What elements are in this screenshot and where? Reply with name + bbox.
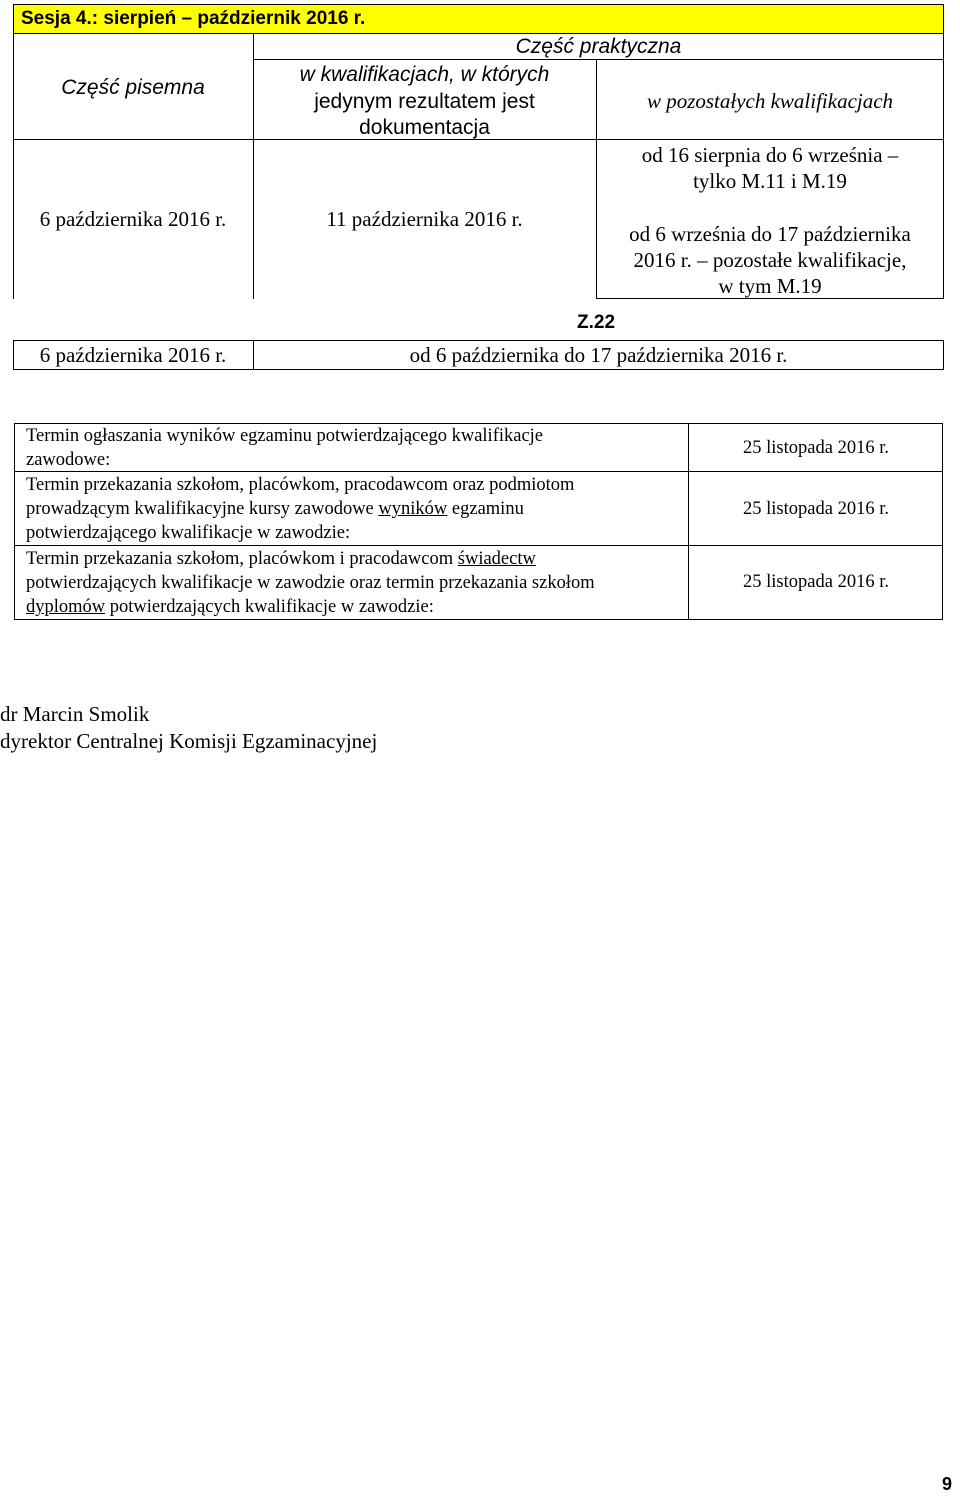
- documentation-exam-date: 11 października 2016 r.: [326, 207, 523, 231]
- results-row-2-text-line-3: potwierdzającego kwalifikacje w zawodzie:: [26, 523, 351, 543]
- signatory-title: dyrektor Centralnej Komisji Egzaminacyjnej: [0, 729, 378, 753]
- results-row-1-date: 25 listopada 2016 r.: [743, 438, 889, 458]
- results-row-3-date: 25 listopada 2016 r.: [743, 572, 889, 592]
- underlined-word-results: wyników: [378, 499, 448, 519]
- documentation-qualifications-label-1: w kwalifikacjach, w których: [299, 63, 550, 86]
- results-row-1-text-line-2: zawodowe:: [26, 450, 111, 470]
- underlined-word-certificates: świadectw: [457, 549, 536, 569]
- other-qualifications-label: w pozostałych kwalifikacjach: [646, 89, 894, 113]
- practical-part-label: Część praktyczna: [515, 35, 682, 58]
- results-row-3-text-line-3: dyplomów potwierdzających kwalifikacje w zawodzie:: [26, 597, 434, 617]
- results-row-2-date: 25 listopada 2016 r.: [743, 499, 889, 519]
- session-header-title: Sesja 4.: sierpień – październik 2016 r.: [21, 8, 366, 29]
- page-number: 9: [942, 1474, 953, 1494]
- z22-label: Z.22: [577, 312, 616, 333]
- other-exam-date-range-2-line-3: w tym M.19: [718, 274, 822, 298]
- other-exam-date-range-1-line-1: od 16 sierpnia do 6 września –: [641, 143, 899, 167]
- results-row-2-text-line-2: prowadzącym kwalifikacyjne kursy zawodowe wyników egzaminu: [26, 499, 524, 519]
- written-part-label: Część pisemna: [61, 76, 205, 99]
- signatory-name: dr Marcin Smolik: [0, 702, 150, 726]
- documentation-qualifications-label-3: dokumentacja: [359, 116, 490, 139]
- other-exam-date-range-2-line-1: od 6 września do 17 października: [629, 222, 911, 246]
- written-exam-date: 6 października 2016 r.: [39, 207, 227, 231]
- results-row-3-text-line-2: potwierdzających kwalifikacje w zawodzie oraz termin przekazania szkołom: [26, 573, 595, 593]
- underlined-word-diplomas: dyplomów: [26, 597, 106, 617]
- results-row-2-text-line-1: Termin przekazania szkołom, placówkom, pracodawcom oraz podmiotom: [26, 475, 575, 495]
- results-row-3-text-line-1: Termin przekazania szkołom, placówkom i pracodawcom świadectw: [26, 549, 536, 569]
- z22-written-date: 6 października 2016 r.: [39, 343, 227, 367]
- z22-practical-date: od 6 października do 17 października 2016 r.: [409, 343, 788, 367]
- documentation-qualifications-label-2: jedynym rezultatem jest: [314, 90, 535, 113]
- results-row-1-text-line-1: Termin ogłaszania wyników egzaminu potwierdzającego kwalifikacje: [26, 426, 544, 446]
- other-exam-date-range-1-line-2: tylko M.11 i M.19: [693, 169, 847, 193]
- other-exam-date-range-2-line-2: 2016 r. – pozostałe kwalifikacje,: [633, 248, 907, 272]
